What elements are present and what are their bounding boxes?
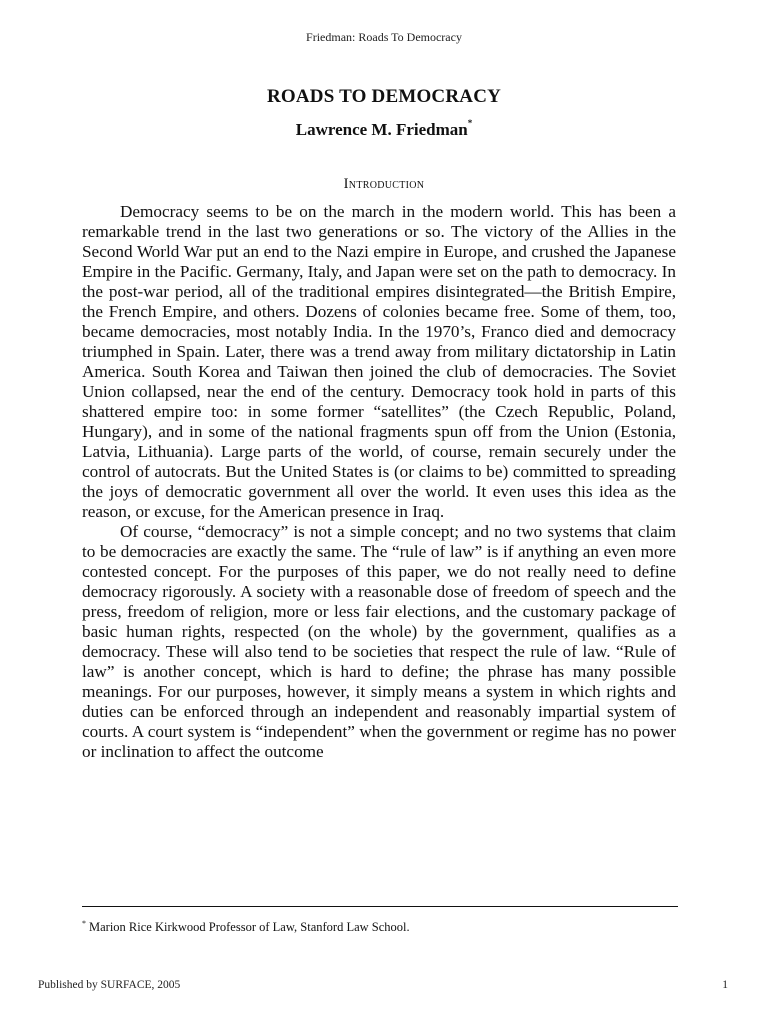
page-number: 1 (722, 979, 728, 991)
footnote-marker: * (82, 919, 86, 928)
paper-title: ROADS TO DEMOCRACY (266, 86, 502, 107)
author-name: Lawrence M. Friedman (295, 120, 468, 139)
author-footnote-marker[interactable]: * (467, 118, 473, 128)
footnote (82, 920, 678, 935)
author-line (0, 120, 768, 140)
paragraph: Democracy seems to be on the march in the modern world. This has been a remarkable trend in the last two generations or so. The victory of the Allies in the Second World War put an end to the Nazi empire in Europe, and crushed the Japanese Empire in the Pacific. Germany, Italy, and Japan were set on the path to democracy. In the post-war period, all of the traditional empires disintegrated—the British Empire, the French Empire, and others. Dozens of colonies became free. Some of them, too, became democracies, most notably India. In the 1970’s, Franco died and democracy triumphed in Spain. Later, there was a trend away from military dictatorship in Latin America. South Korea and Taiwan then joined the club of democracies. The Soviet Union collapsed, near the end of the century. Democracy took hold in parts of this shattered empire too: in some former “satellites” (the Czech Republic, Poland, Hungary), and in some of the national fragments spun off from the Union (Estonia, Latvia, Lithuania). Large parts of the world, of course, remain securely under the control of autocrats. But the United States is (or claims to be) committed to spreading the joys of democratic government all over the world. It even uses this idea as the reason, or excuse, for the American presence in Iraq. (82, 202, 676, 521)
footnote-text: Marion Rice Kirkwood Professor of Law, Stanford Law School. (89, 920, 410, 934)
running-head: Friedman: Roads To Democracy (306, 30, 462, 44)
section-heading: Introduction (343, 176, 425, 192)
footnote-divider (82, 906, 678, 907)
paragraph: Of course, “democracy” is not a simple concept; and no two systems that claim to be democracies are exactly the same. The “rule of law” is if anything an even more contested concept. For the purposes of this paper, we do not really need to define democracy rigorously. A society with a reasonable dose of freedom of speech and the press, freedom of religion, more or less fair elections, and the customary package of basic human rights, respected (on the whole) by the government, qualifies as a democracy. These will also tend to be societies that respect the rule of law. “Rule of law” is another concept, which is hard to define; the phrase has many possible meanings. For our purposes, however, it simply means a system in which rights and duties can be enforced through an independent and reasonably impartial system of courts. A court system is “independent” when the government or regime has no power or inclination to affect the outcome (82, 522, 676, 761)
publisher-line: Published by SURFACE, 2005 (38, 979, 181, 991)
body-text (82, 202, 676, 762)
